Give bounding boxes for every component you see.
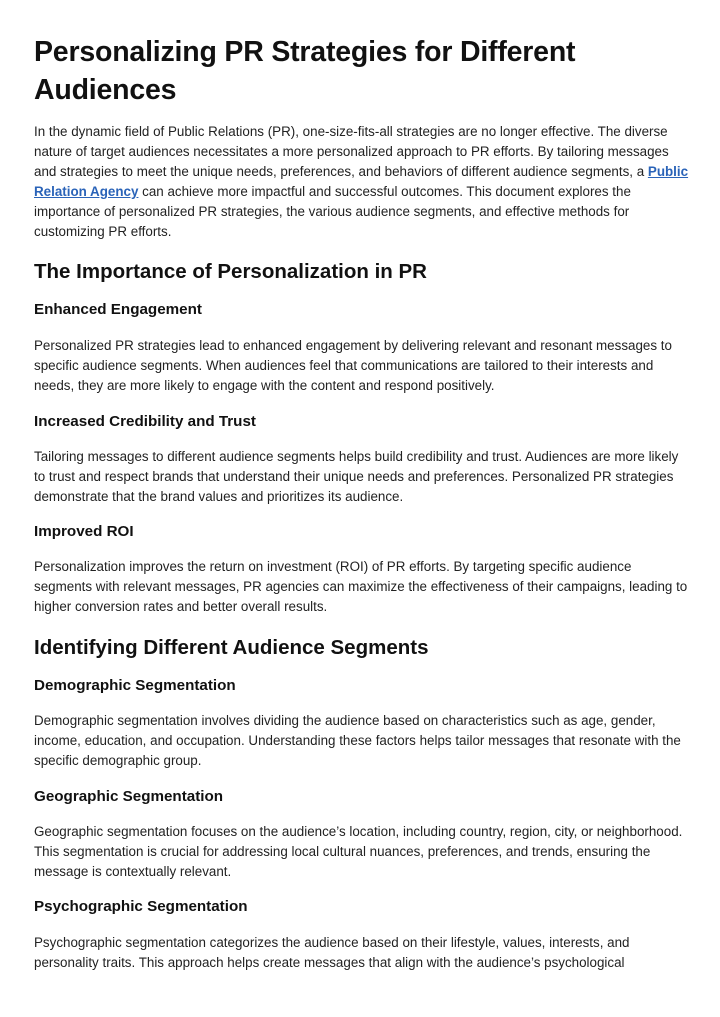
public-relation-agency-link[interactable]: Public Relation Agency xyxy=(34,164,689,199)
paragraph-improved-roi: Personalization improves the return on investment (ROI) of PR efforts. By targeting specific audience segments with relevant messages, PR agencies can maximize the effectiveness of their campaigns, leading to higher conversion rates and better overall results. xyxy=(34,559,688,614)
paragraph-psychographic: Psychographic segmentation categorizes the audience based on their lifestyle, values, interests, and personality traits. This approach helps create messages that align with the audience’s psychological xyxy=(34,935,630,970)
subheading-psychographic: Psychographic Segmentation xyxy=(34,898,248,915)
paragraph-demographic: Demographic segmentation involves dividing the audience based on characteristics such as age, gender, income, education, and occupation. Understanding these factors helps tailor messages that resonate with the specific demographic group. xyxy=(34,713,681,768)
section-heading-audience-segments: Identifying Different Audience Segments xyxy=(34,636,429,659)
subheading-improved-roi: Improved ROI xyxy=(34,523,134,540)
subheading-enhanced-engagement: Enhanced Engagement xyxy=(34,301,202,318)
paragraph-credibility-trust: Tailoring messages to different audience segments helps build credibility and trust. Audiences are more likely to trust and respect brands that understand their unique needs and preferences. Personalized PR strategies demonstrate that the brand values and prioritizes its audience. xyxy=(34,449,679,504)
paragraph-enhanced-engagement: Personalized PR strategies lead to enhanced engagement by delivering relevant and resonant messages to specific audience segments. When audiences feel that communications are tailored to their interests and needs, they are more likely to engage with the content and respond positively. xyxy=(34,338,672,393)
intro-text-after-link: can achieve more impactful and successful outcomes. This document explores the importance of personalized PR strategies, the various audience segments, and effective methods for customizing PR efforts. xyxy=(34,184,631,239)
paragraph-geographic: Geographic segmentation focuses on the audience’s location, including country, region, city, or neighborhood. This segmentation is crucial for addressing local cultural nuances, preferences, and trends, ensuring the message is contextually relevant. xyxy=(34,824,683,879)
page-title: Personalizing PR Strategies for Different Audiences xyxy=(34,36,576,106)
subheading-geographic: Geographic Segmentation xyxy=(34,788,224,805)
intro-paragraph xyxy=(34,122,690,242)
section-heading-importance: The Importance of Personalization in PR xyxy=(34,260,427,283)
subheading-credibility-trust: Increased Credibility and Trust xyxy=(34,413,256,430)
intro-text-before-link: In the dynamic field of Public Relations (PR), one-size-fits-all strategies are no longer effective. The diverse nature of target audiences necessitates a more personalized approach to PR efforts. By tailoring messages and strategies to meet the unique needs, preferences, and behaviors of different audience segments, a xyxy=(34,124,669,179)
subheading-demographic: Demographic Segmentation xyxy=(34,677,236,694)
